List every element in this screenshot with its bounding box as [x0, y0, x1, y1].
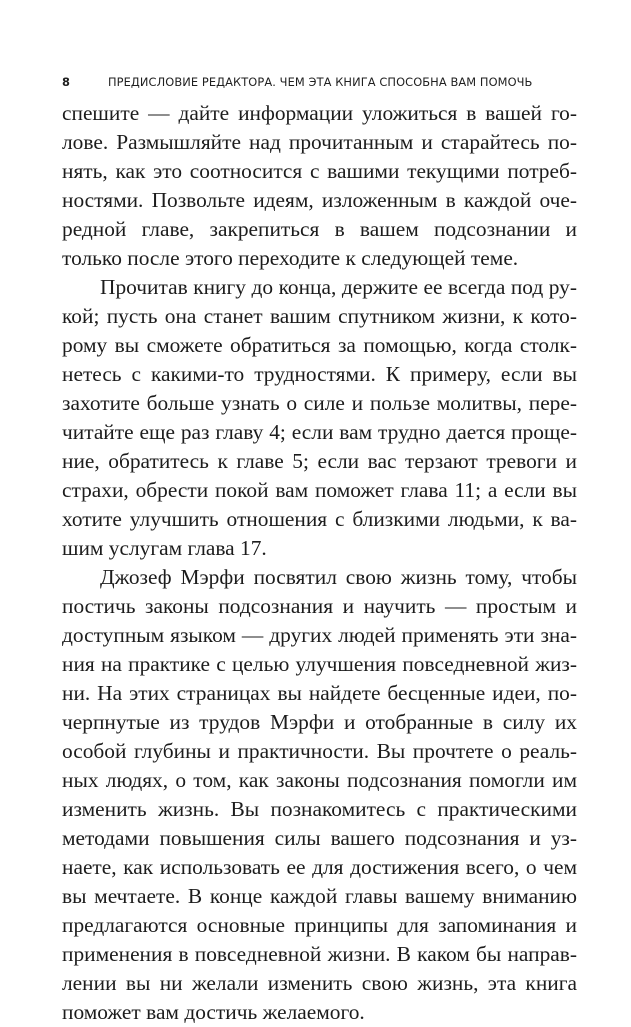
- text-line: хотите улучшить отношения с близкими людьми, к ва-: [62, 507, 577, 531]
- text-line: Прочитав книгу до конца, держите ее всегда под ру-: [100, 275, 577, 299]
- text-line: читайте еще раз главу 4; если вам трудно дается проще-: [62, 420, 577, 444]
- text-line: ни. На этих страницах вы найдете бесценные идеи, по-: [62, 681, 577, 705]
- text-line: применения в повседневной жизни. В каком бы направ-: [62, 942, 577, 966]
- text-line: шим услугам глава 17.: [62, 536, 267, 560]
- page-number: 8: [62, 75, 71, 89]
- text-line: лове. Размышляйте над прочитанным и старайтесь по-: [62, 130, 577, 154]
- text-line: нять, как это соотносится с вашими текущими потреб-: [62, 159, 577, 183]
- text-line: предлагаются основные принципы для запоминания и: [62, 913, 577, 937]
- paragraph: [62, 273, 577, 563]
- text-line: ние, обратитесь к главе 5; если вас терзают тревоги и: [62, 449, 577, 473]
- text-line: черпнутые из трудов Мэрфи и отобранные в силу их: [62, 710, 577, 734]
- text-line: методами повышения силы вашего подсознания и уз-: [62, 826, 577, 850]
- text-line: особой глубины и практичности. Вы прочтете о реаль-: [62, 739, 577, 763]
- paragraph: [62, 99, 577, 273]
- text-line: захотите больше узнать о силе и пользе молитвы, пере-: [62, 391, 577, 415]
- text-line: наете, как использовать ее для достижения всего, о чем: [62, 855, 577, 879]
- text-line: вы мечтаете. В конце каждой главы вашему вниманию: [62, 884, 577, 908]
- text-line: Джозеф Мэрфи посвятил свою жизнь тому, чтобы: [100, 565, 577, 589]
- text-line: кой; пусть она станет вашим спутником жизни, к кото-: [62, 304, 577, 328]
- text-line: постичь законы подсознания и научить — простым и: [62, 594, 577, 618]
- text-line: ностями. Позвольте идеям, изложенным в каждой оче-: [62, 188, 577, 212]
- running-header: [62, 73, 572, 91]
- body-text: [62, 99, 577, 1027]
- paragraph: [62, 563, 577, 1027]
- text-line: рому вы сможете обратиться за помощью, когда столк-: [62, 333, 577, 357]
- text-line: лении вы ни желали изменить свою жизнь, эта книга: [62, 971, 577, 995]
- text-line: ных людях, о том, как законы подсознания помогли им: [62, 768, 577, 792]
- text-line: редной главе, закрепиться в вашем подсознании и: [62, 217, 577, 241]
- text-line: страхи, обрести покой вам поможет глава 11; а если вы: [62, 478, 577, 502]
- text-line: нетесь с какими-то трудностями. К примеру, если вы: [62, 362, 577, 386]
- text-line: изменить жизнь. Вы познакомитесь с практическими: [62, 797, 577, 821]
- text-line: поможет вам достичь желаемого.: [62, 1000, 365, 1024]
- text-line: доступным языком — других людей применять эти зна-: [62, 623, 577, 647]
- text-line: спешите — дайте информации уложиться в вашей го-: [62, 101, 577, 125]
- running-title: ПРЕДИСЛОВИЕ РЕДАКТОРА. ЧЕМ ЭТА КНИГА СПОСОБНА ВАМ ПОМОЧЬ: [108, 75, 533, 89]
- text-line: только после этого переходите к следующей теме.: [62, 246, 519, 270]
- text-line: ния на практике с целью улучшения повседневной жиз-: [62, 652, 577, 676]
